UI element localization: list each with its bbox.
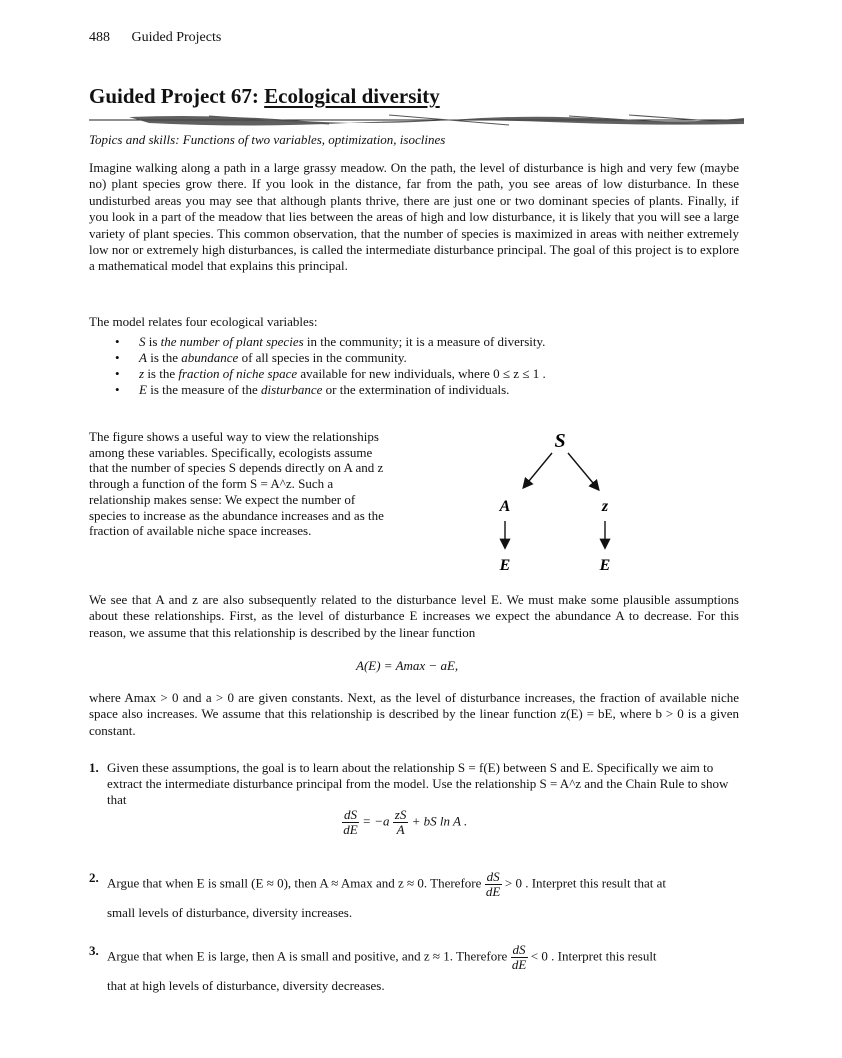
arrow-s-to-a [524, 453, 552, 487]
paragraph-niche: where Amax > 0 and a > 0 are given constants. Next, as the level of disturbance increases, the fraction of available niche space also increases. We assume that this relationship is described by the linear function z(E) = bE, where b > 0 is a given constant. [89, 690, 739, 738]
list-item: • A is the abundance of all species in the community. [115, 350, 735, 366]
topics-line: Topics and skills: Functions of two variables, optimization, isoclines [89, 132, 446, 147]
list-item: • z is the fraction of niche space available for new individuals, where 0 ≤ z ≤ 1 . [115, 366, 735, 382]
list-item: • E is the measure of the disturbance or the extermination of individuals. [115, 382, 735, 398]
node-e-right: E [599, 557, 611, 574]
question-text: Given these assumptions, the goal is to learn about the relationship S = f(E) between S and E. Specifically we aim to extract the intermediate disturbance principal from the model. Use the relationship S = A^z and the Chain Rule to show that [107, 760, 729, 807]
running-header [89, 30, 221, 46]
question-2 [89, 870, 739, 921]
question-number: 1. [89, 760, 99, 775]
figure-description: The figure shows a useful way to view the relationships among these variables. Specifically, ecologists assume that the number of species S depends directly on A and z through a function of the form S = A^z. Such a relationship makes sense: We expect the number of species to increase as the abundance increases and as the fraction of available niche space increases. [89, 429, 384, 539]
paragraph-assumptions: We see that A and z are also subsequently related to the disturbance level E. We must make some plausible assumptions about these relationships. First, as the level of disturbance E increases we expect the abundance A to decrease. For this reason, we assume that this relationship is described by the linear function [89, 592, 739, 640]
variable-list [115, 334, 735, 398]
page-number: 488 [89, 30, 110, 45]
decorative-rule [89, 114, 744, 126]
model-intro: The model relates four ecological variables: [89, 314, 318, 329]
variable-diagram [480, 425, 640, 580]
node-s: S [554, 430, 566, 452]
arrow-s-to-z [568, 453, 598, 489]
node-z: z [601, 498, 609, 515]
intro-paragraph: Imagine walking along a path in a large grassy meadow. On the path, the level of disturbance is high and very few (maybe no) plant species grow there. If you look in the distance, far from the path, you see areas of low disturbance. In these undisturbed areas you may see that although plants thrive, there are just one or two dominant species of plants. Finally, if you look in a part of the meadow that lies between the areas of high and low disturbance, it is likely that you will see a large variety of plant species. This common observation, that the number of species is maximized in areas with neither extremely low nor or extremely high disturbances, is called the intermediate disturbance principal. The goal of this project is to explore a mathematical model that explains this principal. [89, 160, 739, 274]
equation-abundance: A(E) = Amax − aE, [356, 658, 459, 673]
title-name: Ecological diversity [264, 84, 440, 108]
section-name: Guided Projects [131, 30, 222, 45]
question-number: 3. [89, 943, 99, 958]
question-number: 2. [89, 870, 99, 885]
node-a: A [499, 498, 511, 515]
question-1 [89, 760, 739, 808]
node-e-left: E [499, 557, 511, 574]
equation-chain-rule: $\frac{dS}{dE}$ = −a $\frac{zS}{A}$ + bS ln A . [343, 807, 468, 837]
question-3 [89, 943, 739, 994]
question-text: Argue that when E is large, then A is small and positive, and z ≈ 1. Therefore $\frac{dS}{dE}$ < 0 . Interpret this result that at high levels of disturbance, diversity decreases. [107, 942, 657, 993]
title-prefix: Guided Project 67: [89, 84, 259, 108]
project-title [89, 84, 440, 109]
list-item: • S is the number of plant species in the community; it is a measure of diversity. [115, 334, 735, 350]
question-text: Argue that when E is small (E ≈ 0), then A ≈ Amax and z ≈ 0. Therefore $\frac{dS}{dE}$ > 0 . Interpret this result that at small levels of disturbance, diversity increases. [107, 869, 666, 920]
